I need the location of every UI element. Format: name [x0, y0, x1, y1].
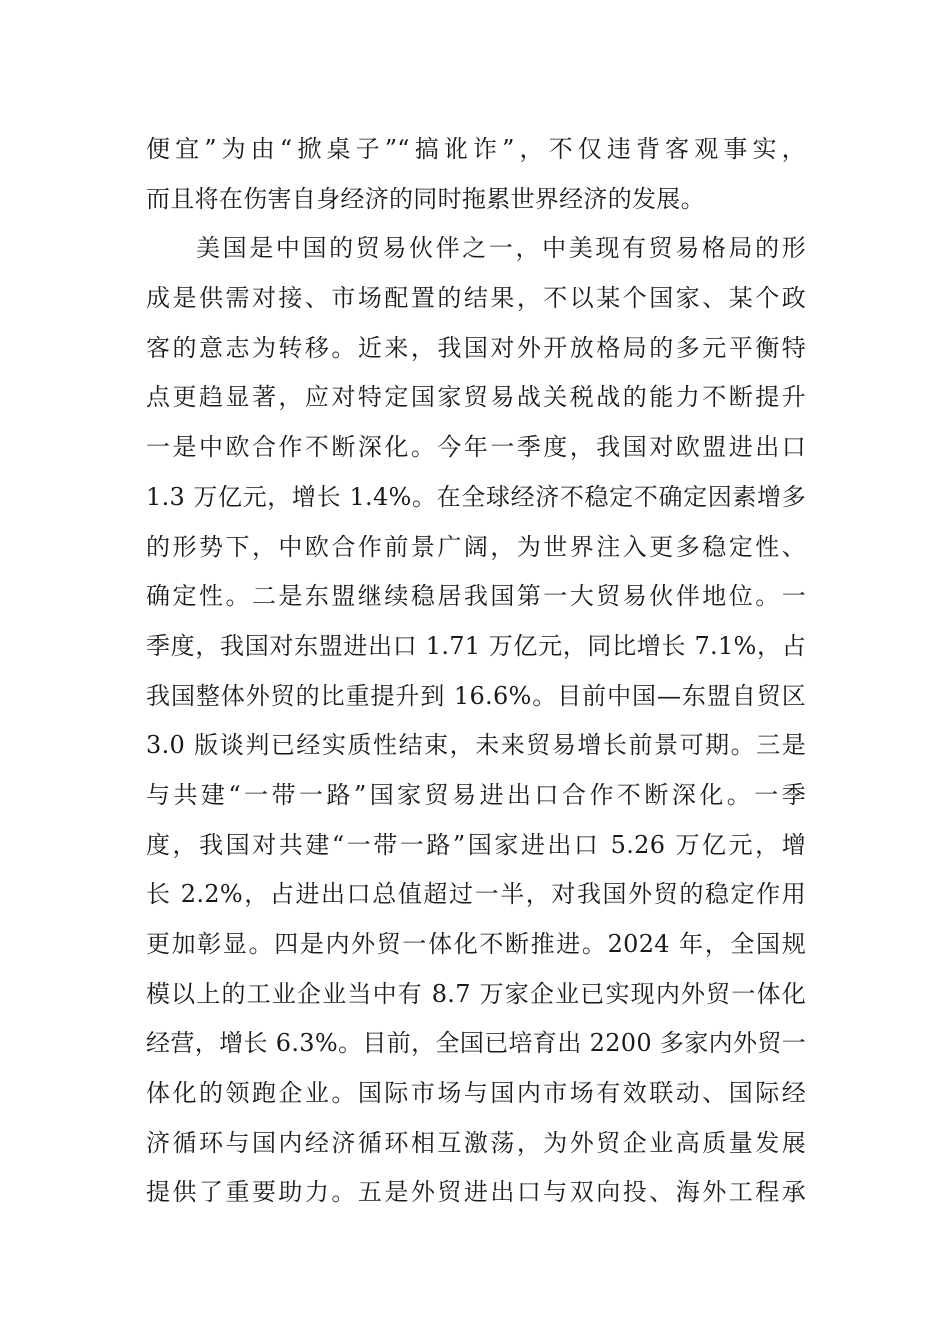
text-line: 的形势下，中欧合作前景广阔，为世界注入更多稳定性、 — [146, 532, 806, 561]
text-line: 我国整体外贸的比重提升到 16.6%。目前中国—东盟自贸区 — [146, 681, 806, 710]
text-line: 便宜”为由“掀桌子”“搞讹诈”，不仅违背客观事实， — [146, 135, 806, 163]
text-line: 一是中欧合作不断深化。今年一季度，我国对欧盟进出口 — [146, 433, 806, 462]
text-line: 客的意志为转移。近来，我国对外开放格局的多元平衡特 — [146, 333, 806, 362]
text-line: 点更趋显著，应对特定国家贸易战关税战的能力不断提升 — [146, 383, 806, 412]
text-line: 提供了重要助力。五是外贸进出口与双向投、海外工程承 — [146, 1178, 806, 1207]
text-line: 济循环与国内经济循环相互激荡，为外贸企业高质量发展 — [146, 1128, 806, 1157]
text-line: 3.0 版谈判已经实质性结束，未来贸易增长前景可期。三是 — [146, 731, 806, 760]
text-line: 与共建“一带一路”国家贸易进出口合作不断深化。一季 — [146, 780, 806, 809]
text-line: 模以上的工业企业当中有 8.7 万家企业已实现内外贸一体化 — [146, 979, 806, 1008]
text-line: 体化的领跑企业。国际市场与国内市场有效联动、国际经 — [146, 1079, 806, 1108]
paragraph-start-line: 美国是中国的贸易伙伴之一，中美现有贸易格局的形 — [196, 234, 806, 263]
text-line: 季度，我国对东盟进出口 1.71 万亿元，同比增长 7.1%，占 — [146, 631, 806, 660]
text-line: 度，我国对共建“一带一路”国家进出口 5.26 万亿元，增 — [146, 830, 806, 859]
text-line: 1.3 万亿元，增长 1.4%。在全球经济不稳定不确定因素增多 — [146, 482, 806, 511]
text-line: 确定性。二是东盟继续稳居我国第一大贸易伙伴地位。一 — [146, 582, 806, 611]
text-line: 长 2.2%，占进出口总值超过一半，对我国外贸的稳定作用 — [146, 880, 806, 909]
body-text — [146, 125, 806, 1218]
text-line: 成是供需对接、市场配置的结果，不以某个国家、某个政 — [146, 284, 806, 313]
text-line: 经营，增长 6.3%。目前，全国已培育出 2200 多家内外贸一 — [146, 1029, 806, 1058]
text-line: 更加彰显。四是内外贸一体化不断推进。2024 年，全国规 — [146, 930, 806, 958]
text-line: 而且将在伤害自身经济的同时拖累世界经济的发展。 — [146, 184, 705, 213]
